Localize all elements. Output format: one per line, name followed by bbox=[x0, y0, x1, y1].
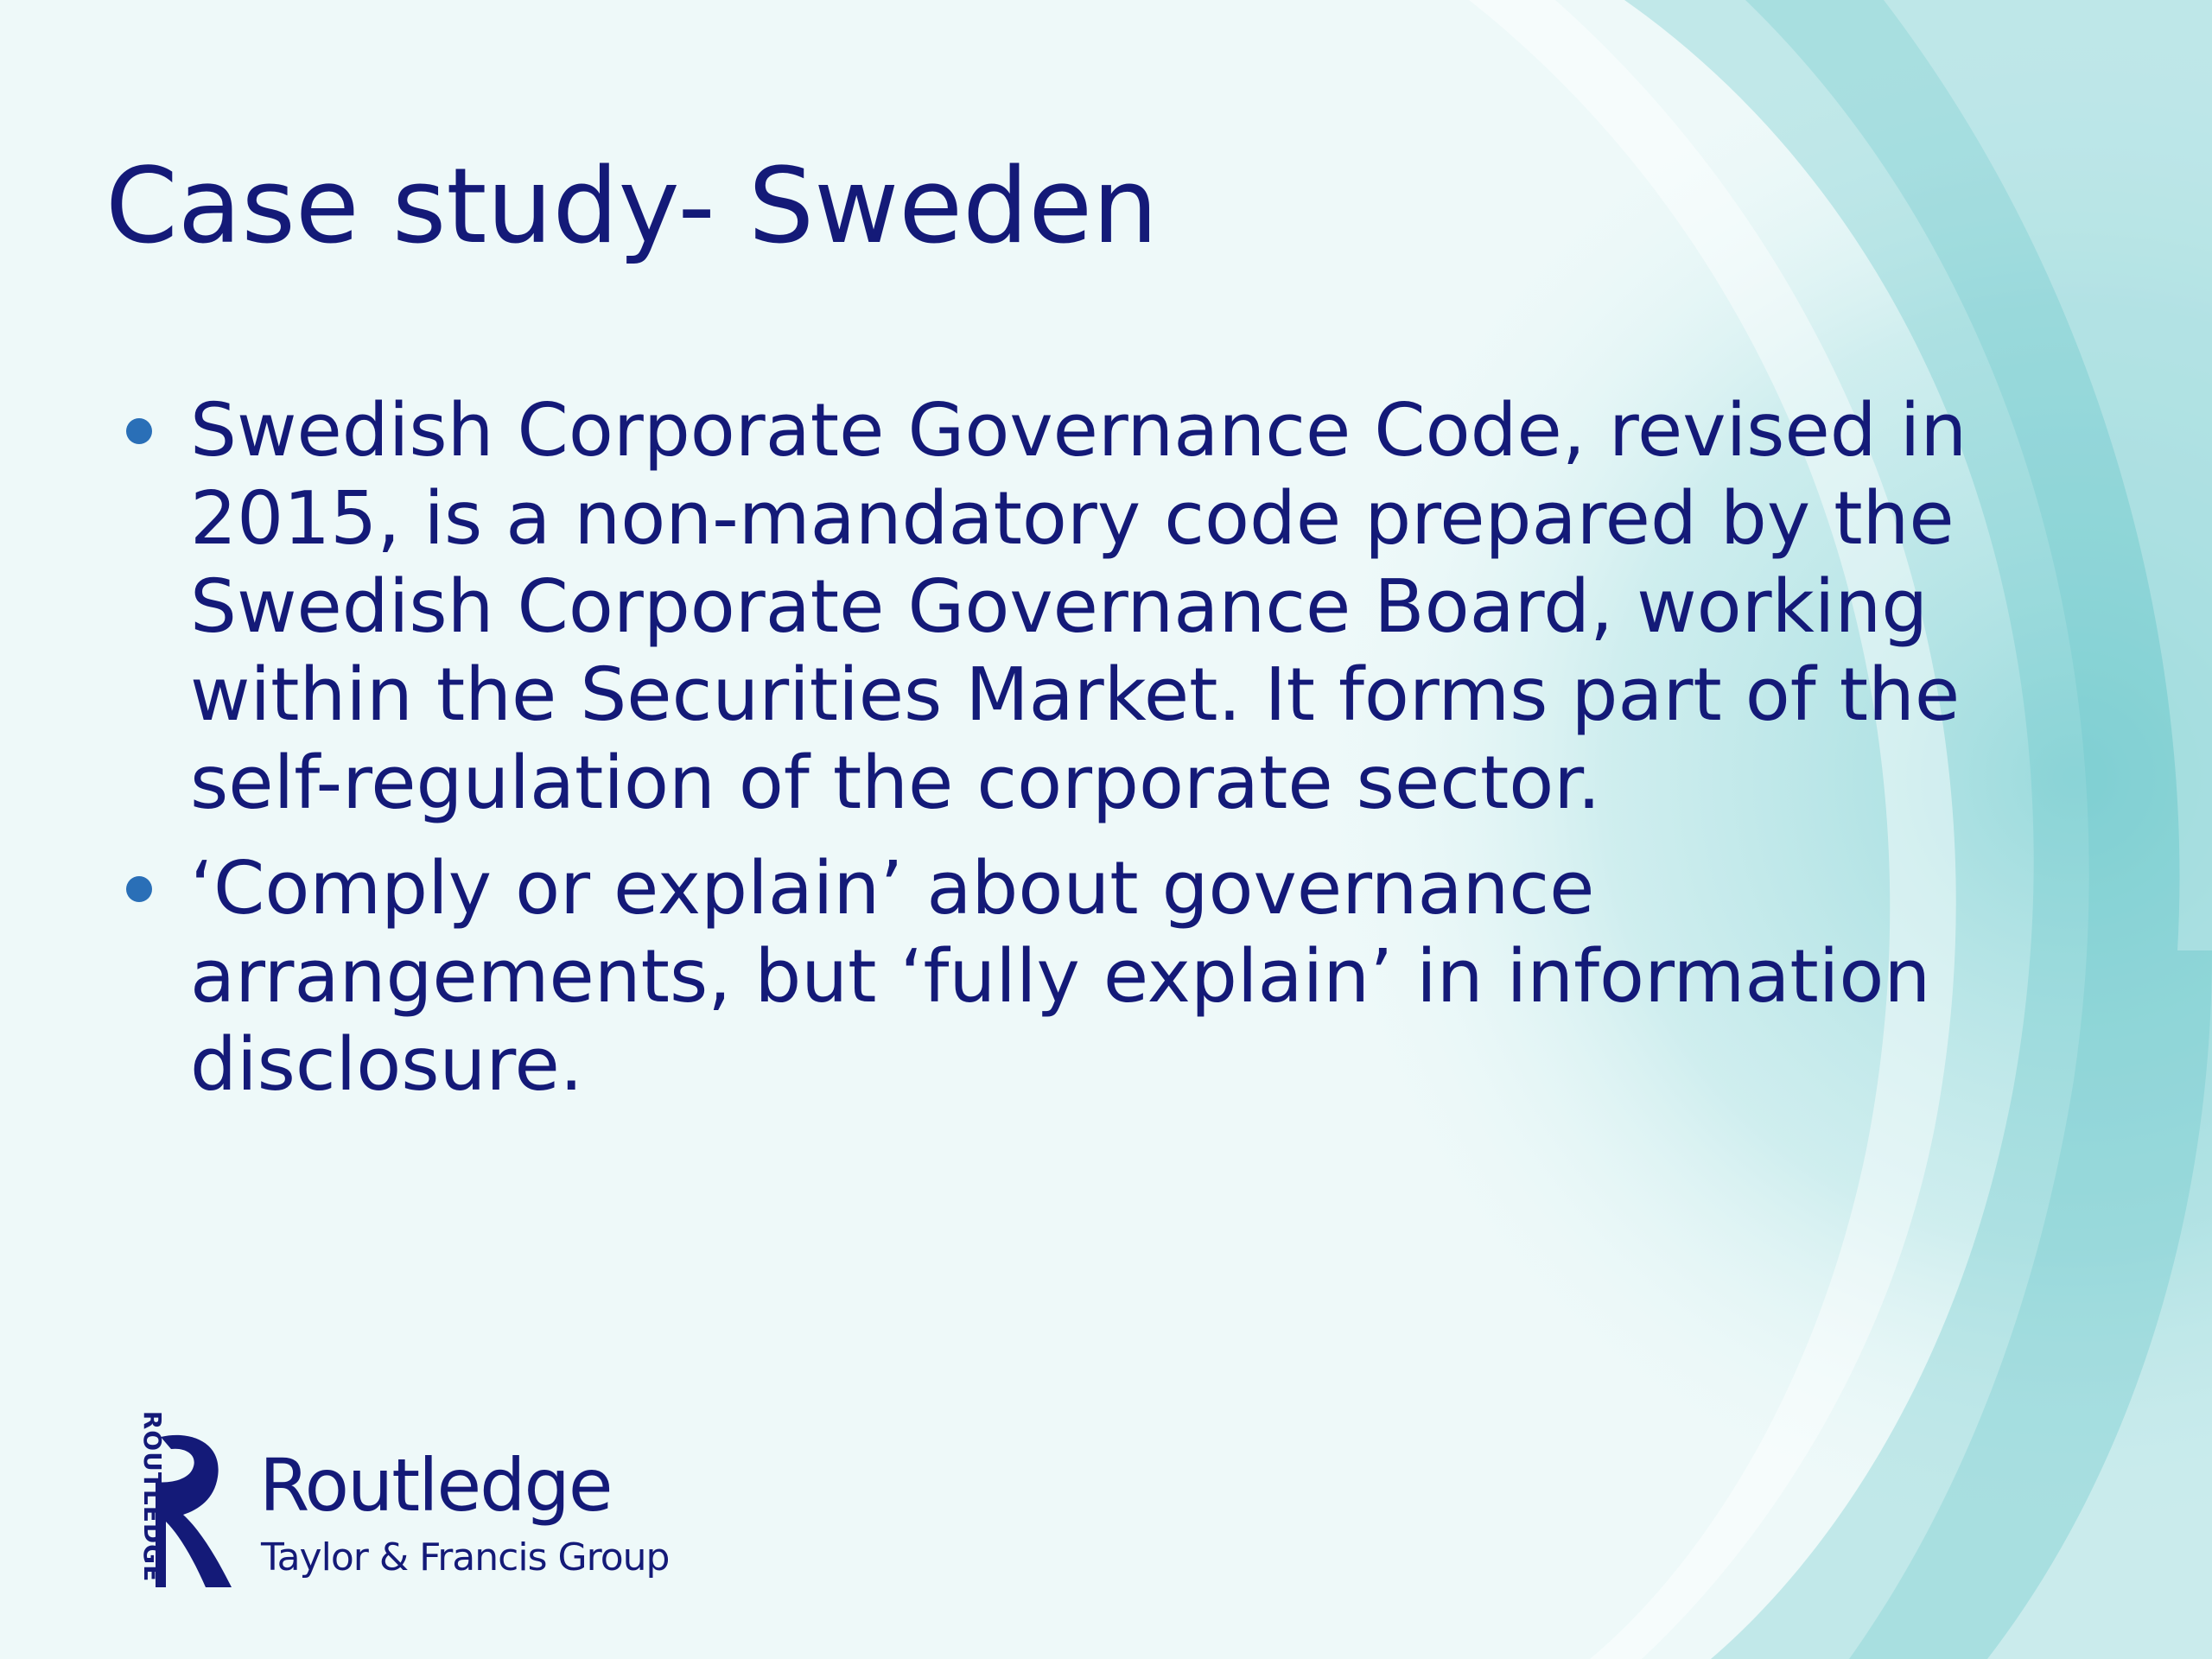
logo-vertical-text: ROUTLEDGE bbox=[138, 1410, 167, 1583]
bullet-item bbox=[0, 387, 2056, 828]
bullet-list bbox=[0, 387, 2108, 1127]
bullet-dot-icon bbox=[126, 876, 152, 902]
routledge-logo bbox=[121, 1410, 709, 1603]
bullet-dot-icon bbox=[126, 418, 152, 444]
logo-subtitle: Taylor & Francis Group bbox=[261, 1535, 670, 1580]
logo-name: Routledge bbox=[259, 1443, 612, 1528]
slide-title: Case study- Sweden bbox=[105, 147, 1159, 267]
bullet-text: Swedish Corporate Governance Code, revised in 2015, is a non-mandatory code prepared by the Swedish Corporate Governance Board, working within the Securities Market. It forms part of the self-regulation of the corporate sector. bbox=[190, 388, 1967, 826]
bullet-item bbox=[0, 845, 2056, 1109]
bullet-text: ‘Comply or explain’ about governance arrangements, but ‘fully explain’ in information disclosure. bbox=[190, 846, 1931, 1108]
